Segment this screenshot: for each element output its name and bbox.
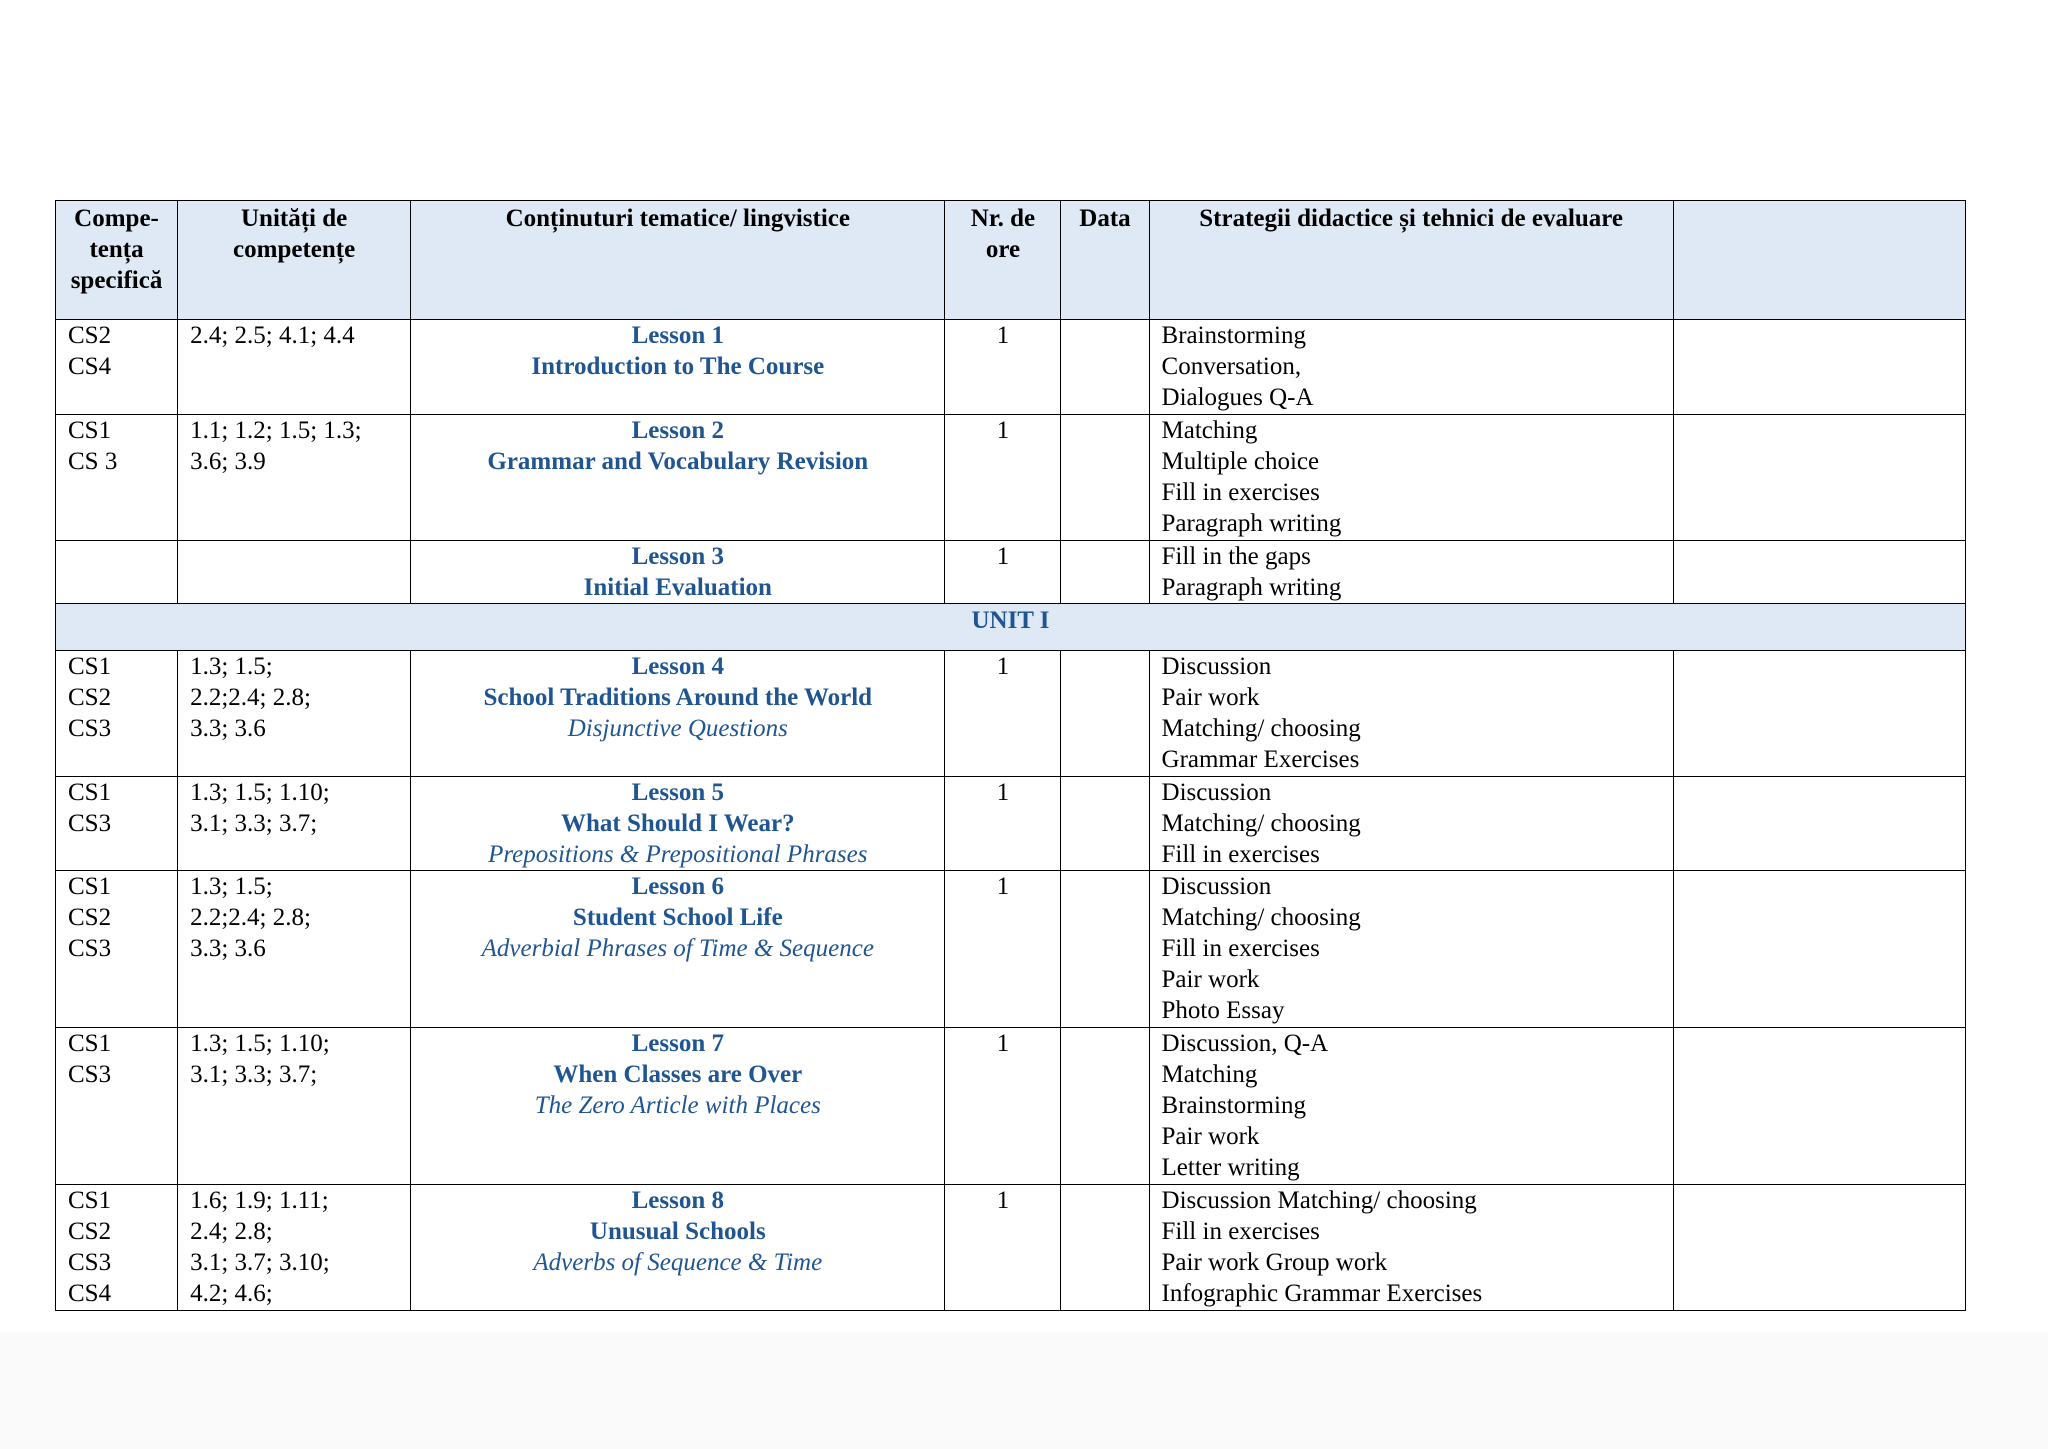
- header-nr-ore: Nr. de ore: [945, 201, 1061, 320]
- cell-competenta: [56, 415, 178, 541]
- cell-data: [1061, 777, 1149, 871]
- cell-competenta: [56, 1028, 178, 1185]
- lesson-number: Lesson 3: [631, 543, 724, 570]
- competenta-code: CS1: [68, 1030, 112, 1057]
- competenta-code: CS3: [68, 715, 112, 742]
- cell-competenta: [56, 1185, 178, 1311]
- cell-nr-ore: 1: [945, 651, 1061, 777]
- cell-data: [1061, 541, 1149, 604]
- cell-nr-ore: 1: [945, 541, 1061, 604]
- competenta-code: CS3: [68, 1249, 112, 1276]
- strategy-line: Pair work Group work: [1161, 1249, 1388, 1276]
- competenta-code: CS2: [68, 684, 112, 711]
- lesson-title: When Classes are Over: [553, 1061, 803, 1088]
- lesson-title: Initial Evaluation: [583, 574, 772, 601]
- cell-extra: [1673, 1185, 1965, 1311]
- strategy-line: Letter writing: [1161, 1154, 1300, 1181]
- unitati-line: 2.2;2.4; 2.8;: [190, 684, 311, 711]
- cell-strategii: [1149, 1185, 1673, 1311]
- cell-competenta: [56, 651, 178, 777]
- cell-continuturi: [411, 1185, 945, 1311]
- competenta-code: CS1: [68, 417, 112, 444]
- cell-extra: [1673, 1028, 1965, 1185]
- cell-unitati: [178, 1185, 411, 1311]
- lesson-title: School Traditions Around the World: [483, 684, 873, 711]
- cell-strategii: [1149, 320, 1673, 415]
- cell-extra: [1673, 320, 1965, 415]
- strategy-line: Matching/ choosing: [1161, 810, 1361, 837]
- competenta-code: CS2: [68, 322, 112, 349]
- cell-unitati: [178, 777, 411, 871]
- strategy-line: Pair work: [1161, 1123, 1260, 1150]
- competenta-code: CS1: [68, 873, 112, 900]
- table-row: [56, 541, 1966, 604]
- cell-unitati: [178, 651, 411, 777]
- cell-continuturi: [411, 1028, 945, 1185]
- lesson-plan-table: [55, 200, 1966, 1311]
- lesson-title: Grammar and Vocabulary Revision: [487, 448, 869, 475]
- table-row: [56, 320, 1966, 415]
- strategy-line: Fill in exercises: [1161, 841, 1320, 868]
- strategy-line: Pair work: [1161, 684, 1260, 711]
- cell-extra: [1673, 415, 1965, 541]
- strategy-line: Paragraph writing: [1161, 574, 1342, 601]
- cell-continuturi: [411, 777, 945, 871]
- strategy-line: Brainstorming: [1161, 1092, 1306, 1119]
- cell-unitati: [178, 871, 411, 1028]
- header-extra: [1673, 201, 1965, 320]
- competenta-code: CS4: [68, 1280, 112, 1307]
- cell-unitati: [178, 320, 411, 415]
- lesson-grammar: Adverbial Phrases of Time & Sequence: [481, 935, 874, 962]
- lesson-grammar: Prepositions & Prepositional Phrases: [488, 841, 868, 868]
- strategy-line: Discussion: [1161, 653, 1272, 680]
- cell-data: [1061, 320, 1149, 415]
- unitati-line: 2.4; 2.8;: [190, 1218, 273, 1245]
- lesson-title: Unusual Schools: [589, 1218, 766, 1245]
- competenta-code: CS1: [68, 653, 112, 680]
- table-header-row: [56, 201, 1966, 320]
- competenta-code: CS2: [68, 1218, 112, 1245]
- competenta-code: CS3: [68, 935, 112, 962]
- page-bottom-shading: [0, 1332, 2048, 1449]
- strategy-line: Fill in exercises: [1161, 479, 1320, 506]
- cell-strategii: [1149, 651, 1673, 777]
- strategy-line: Brainstorming: [1161, 322, 1306, 349]
- lesson-number: Lesson 6: [631, 873, 724, 900]
- strategy-line: Grammar Exercises: [1161, 746, 1360, 773]
- unitati-line: 1.3; 1.5;: [190, 653, 273, 680]
- unit-title: UNIT I: [56, 604, 1966, 651]
- cell-data: [1061, 871, 1149, 1028]
- strategy-line: Photo Essay: [1161, 997, 1285, 1024]
- strategy-line: Matching: [1161, 417, 1258, 444]
- unitati-line: 2.2;2.4; 2.8;: [190, 904, 311, 931]
- cell-data: [1061, 415, 1149, 541]
- table-row: [56, 1028, 1966, 1185]
- lesson-grammar: Disjunctive Questions: [567, 715, 788, 742]
- table-row: [56, 1185, 1966, 1311]
- unitati-line: 4.2; 4.6;: [190, 1280, 273, 1307]
- cell-competenta: [56, 871, 178, 1028]
- cell-unitati: [178, 1028, 411, 1185]
- cell-extra: [1673, 541, 1965, 604]
- cell-strategii: [1149, 1028, 1673, 1185]
- cell-nr-ore: 1: [945, 1185, 1061, 1311]
- competenta-code: CS3: [68, 810, 112, 837]
- strategy-line: Matching/ choosing: [1161, 904, 1361, 931]
- strategy-line: Dialogues Q-A: [1161, 384, 1314, 411]
- strategy-line: Discussion: [1161, 873, 1272, 900]
- unitati-line: 1.3; 1.5; 1.10;: [190, 779, 330, 806]
- unitati-line: 1.3; 1.5; 1.10;: [190, 1030, 330, 1057]
- cell-extra: [1673, 871, 1965, 1028]
- unitati-line: 2.4; 2.5; 4.1; 4.4: [190, 322, 355, 349]
- strategy-line: Infographic Grammar Exercises: [1161, 1280, 1483, 1307]
- cell-continuturi: [411, 415, 945, 541]
- lesson-number: Lesson 8: [631, 1187, 724, 1214]
- cell-competenta: [56, 320, 178, 415]
- cell-continuturi: [411, 320, 945, 415]
- competenta-code: CS1: [68, 779, 112, 806]
- strategy-line: Matching: [1161, 1061, 1258, 1088]
- cell-competenta: [56, 777, 178, 871]
- table-row: [56, 651, 1966, 777]
- unitati-line: 3.3; 3.6: [190, 715, 266, 742]
- cell-unitati: [178, 415, 411, 541]
- cell-data: [1061, 1185, 1149, 1311]
- cell-unitati: [178, 541, 411, 604]
- lesson-number: Lesson 4: [631, 653, 724, 680]
- lesson-grammar: The Zero Article with Places: [534, 1092, 821, 1119]
- unitati-line: 1.3; 1.5;: [190, 873, 273, 900]
- cell-strategii: [1149, 777, 1673, 871]
- strategy-line: Fill in exercises: [1161, 935, 1320, 962]
- cell-continuturi: [411, 871, 945, 1028]
- strategy-line: Paragraph writing: [1161, 510, 1342, 537]
- unit-row: [56, 604, 1966, 651]
- cell-nr-ore: 1: [945, 415, 1061, 541]
- strategy-line: Pair work: [1161, 966, 1260, 993]
- header-unitati: Unități de competențe: [178, 201, 411, 320]
- unitati-line: 3.1; 3.3; 3.7;: [190, 810, 318, 837]
- cell-nr-ore: 1: [945, 1028, 1061, 1185]
- unitati-line: 1.1; 1.2; 1.5; 1.3;: [190, 417, 362, 444]
- strategy-line: Discussion, Q-A: [1161, 1030, 1329, 1057]
- cell-data: [1061, 1028, 1149, 1185]
- cell-data: [1061, 651, 1149, 777]
- cell-nr-ore: 1: [945, 871, 1061, 1028]
- lesson-number: Lesson 5: [631, 779, 724, 806]
- cell-extra: [1673, 651, 1965, 777]
- strategy-line: Discussion Matching/ choosing: [1161, 1187, 1477, 1214]
- cell-nr-ore: 1: [945, 777, 1061, 871]
- lesson-grammar: Adverbs of Sequence & Time: [533, 1249, 823, 1276]
- header-data: Data: [1061, 201, 1149, 320]
- table-row: [56, 777, 1966, 871]
- cell-competenta: [56, 541, 178, 604]
- unitati-line: 1.6; 1.9; 1.11;: [190, 1187, 329, 1214]
- competenta-code: CS4: [68, 353, 112, 380]
- competenta-code: CS2: [68, 904, 112, 931]
- strategy-line: Multiple choice: [1161, 448, 1320, 475]
- table-row: [56, 871, 1966, 1028]
- lesson-number: Lesson 2: [631, 417, 724, 444]
- competenta-code: CS 3: [68, 448, 118, 475]
- strategy-line: Discussion: [1161, 779, 1272, 806]
- header-continuturi: Conținuturi tematice/ lingvistice: [411, 201, 945, 320]
- lesson-title: What Should I Wear?: [560, 810, 795, 837]
- table-body: [56, 320, 1966, 1311]
- unitati-line: 3.6; 3.9: [190, 448, 266, 475]
- header-strategii: Strategii didactice și tehnici de evaluare: [1149, 201, 1673, 320]
- competenta-code: CS3: [68, 1061, 112, 1088]
- lesson-number: Lesson 1: [631, 322, 724, 349]
- strategy-line: Conversation,: [1161, 353, 1302, 380]
- lesson-title: Introduction to The Course: [531, 353, 825, 380]
- cell-extra: [1673, 777, 1965, 871]
- cell-strategii: [1149, 415, 1673, 541]
- cell-continuturi: [411, 541, 945, 604]
- unitati-line: 3.1; 3.3; 3.7;: [190, 1061, 318, 1088]
- cell-continuturi: [411, 651, 945, 777]
- cell-strategii: [1149, 541, 1673, 604]
- competenta-code: CS1: [68, 1187, 112, 1214]
- lesson-number: Lesson 7: [631, 1030, 724, 1057]
- strategy-line: Fill in exercises: [1161, 1218, 1320, 1245]
- header-competenta: Compe-tența specifică: [56, 201, 178, 320]
- strategy-line: Fill in the gaps: [1161, 543, 1311, 570]
- lesson-title: Student School Life: [572, 904, 783, 931]
- unitati-line: 3.1; 3.7; 3.10;: [190, 1249, 330, 1276]
- strategy-line: Matching/ choosing: [1161, 715, 1361, 742]
- table-row: [56, 415, 1966, 541]
- unitati-line: 3.3; 3.6: [190, 935, 266, 962]
- cell-strategii: [1149, 871, 1673, 1028]
- cell-nr-ore: 1: [945, 320, 1061, 415]
